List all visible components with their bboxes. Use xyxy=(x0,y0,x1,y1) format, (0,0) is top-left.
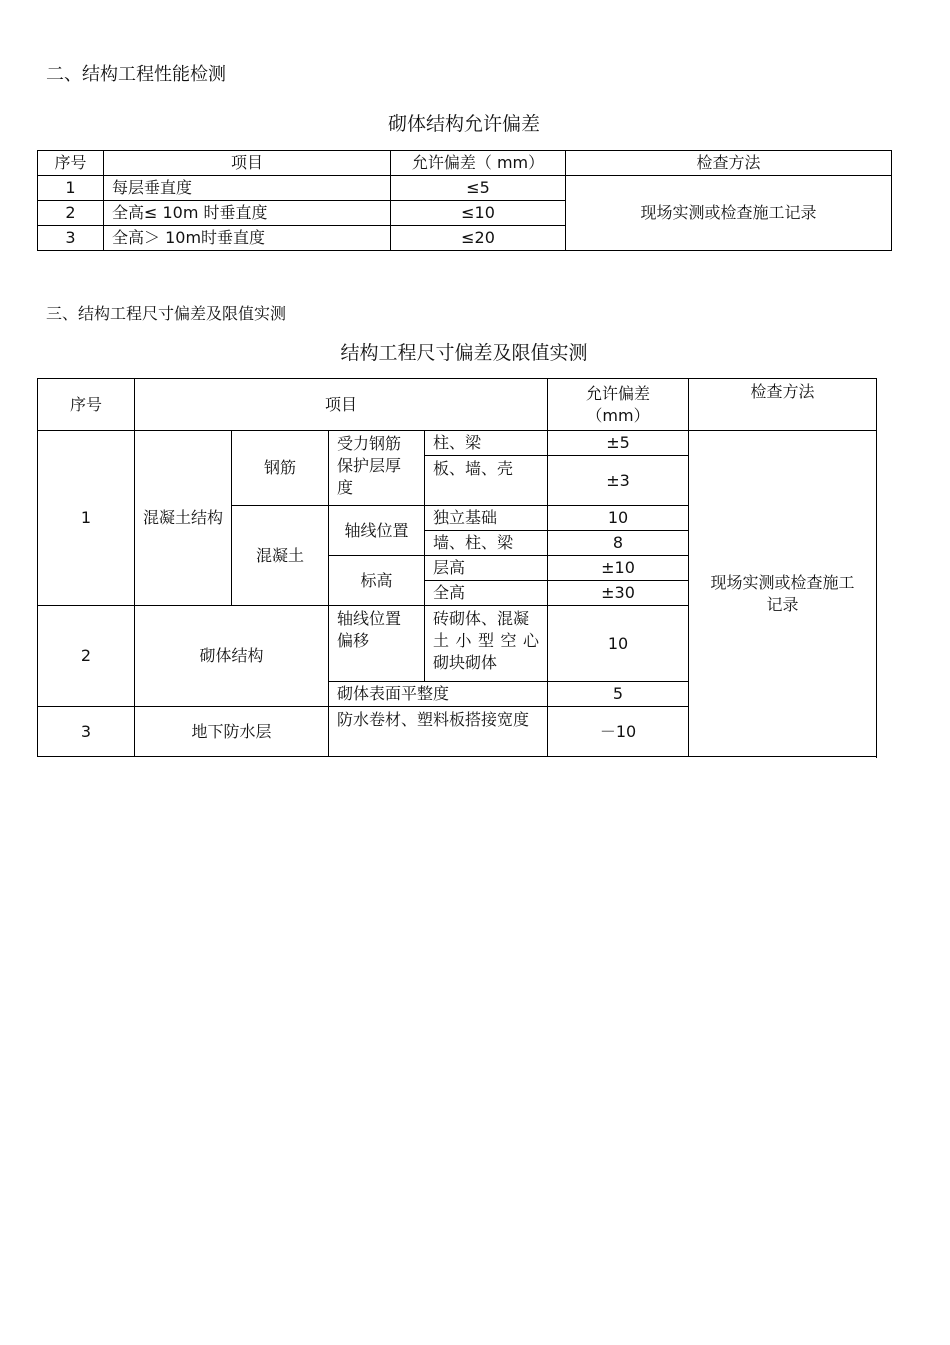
item-detail: 层高 xyxy=(425,556,548,581)
item-axis-offset: 轴线位置偏移 xyxy=(329,606,425,682)
row-no: 3 xyxy=(38,226,104,251)
item-detail: 板、墙、壳 xyxy=(425,456,548,506)
category-masonry: 砌体结构 xyxy=(135,606,329,707)
header-tolerance xyxy=(548,379,689,431)
item-overlap-width: 防水卷材、塑料板搭接宽度 xyxy=(329,707,548,757)
header-item: 项目 xyxy=(135,379,548,431)
header-tolerance: 允许偏差（ mm） xyxy=(391,151,566,176)
item-cover-thickness: 受力钢筋保护层厚度 xyxy=(329,431,425,506)
row-tolerance: ±5 xyxy=(548,431,689,456)
table-header-row xyxy=(38,151,892,176)
header-tolerance-line2: （mm） xyxy=(586,405,650,425)
table-header-row xyxy=(38,379,877,431)
item-detail: 柱、梁 xyxy=(425,431,548,456)
header-method: 检查方法 xyxy=(566,151,892,176)
row-no: 1 xyxy=(38,431,135,606)
row-tolerance: 5 xyxy=(548,682,689,707)
row-item: 全高≤ 10m 时垂直度 xyxy=(104,201,391,226)
masonry-line1: 砖砌体、混凝 xyxy=(433,609,530,628)
row-tolerance: ±3 xyxy=(548,456,689,506)
item-detail: 独立基础 xyxy=(425,506,548,531)
row-item: 全高＞ 10m时垂直度 xyxy=(104,226,391,251)
item-detail-masonry xyxy=(425,606,548,682)
row-tolerance: ±10 xyxy=(548,556,689,581)
row-tolerance: ±30 xyxy=(548,581,689,606)
subcategory-concrete: 混凝土 xyxy=(232,506,329,606)
subcategory-rebar: 钢筋 xyxy=(232,431,329,506)
header-no: 序号 xyxy=(38,379,135,431)
item-elevation: 标高 xyxy=(329,556,425,606)
item-axis-position: 轴线位置 xyxy=(329,506,425,556)
masonry-line3: 砌块砌体 xyxy=(433,653,498,672)
row-tolerance: －10 xyxy=(548,707,689,757)
row-no: 2 xyxy=(38,606,135,707)
row-tolerance: 10 xyxy=(548,606,689,682)
item-detail: 全高 xyxy=(425,581,548,606)
header-tolerance-line1: 允许偏差 xyxy=(586,383,651,403)
section-heading-3: 三、结构工程尺寸偏差及限值实测 xyxy=(46,304,287,323)
row-item: 每层垂直度 xyxy=(104,176,391,201)
masonry-tolerance-table xyxy=(37,150,892,251)
row-no: 3 xyxy=(38,707,135,757)
row-no: 1 xyxy=(38,176,104,201)
category-waterproof-layer: 地下防水层 xyxy=(135,707,329,757)
row-no: 2 xyxy=(38,201,104,226)
check-method: 现场实测或检查施工记录 xyxy=(689,431,877,757)
check-method: 现场实测或检查施工记录 xyxy=(566,176,892,251)
table-title-dimension: 结构工程尺寸偏差及限值实测 xyxy=(340,342,588,364)
header-no: 序号 xyxy=(38,151,104,176)
row-tolerance: ≤10 xyxy=(391,201,566,226)
row-tolerance: ≤20 xyxy=(391,226,566,251)
header-item: 项目 xyxy=(104,151,391,176)
header-method: 检查方法 xyxy=(689,379,877,431)
row-tolerance: 8 xyxy=(548,531,689,556)
item-surface-flatness: 砌体表面平整度 xyxy=(329,682,548,707)
section-heading-2: 二、结构工程性能检测 xyxy=(46,64,226,85)
table-title-masonry: 砌体结构允许偏差 xyxy=(387,113,540,135)
row-tolerance: 10 xyxy=(548,506,689,531)
row-tolerance: ≤5 xyxy=(391,176,566,201)
table-row xyxy=(38,176,892,201)
masonry-line2: 土小型空心 xyxy=(433,631,540,650)
item-detail: 墙、柱、梁 xyxy=(425,531,548,556)
category-concrete-structure: 混凝土结构 xyxy=(135,431,232,606)
table-row xyxy=(38,431,877,456)
dimension-tolerance-table xyxy=(37,378,877,757)
